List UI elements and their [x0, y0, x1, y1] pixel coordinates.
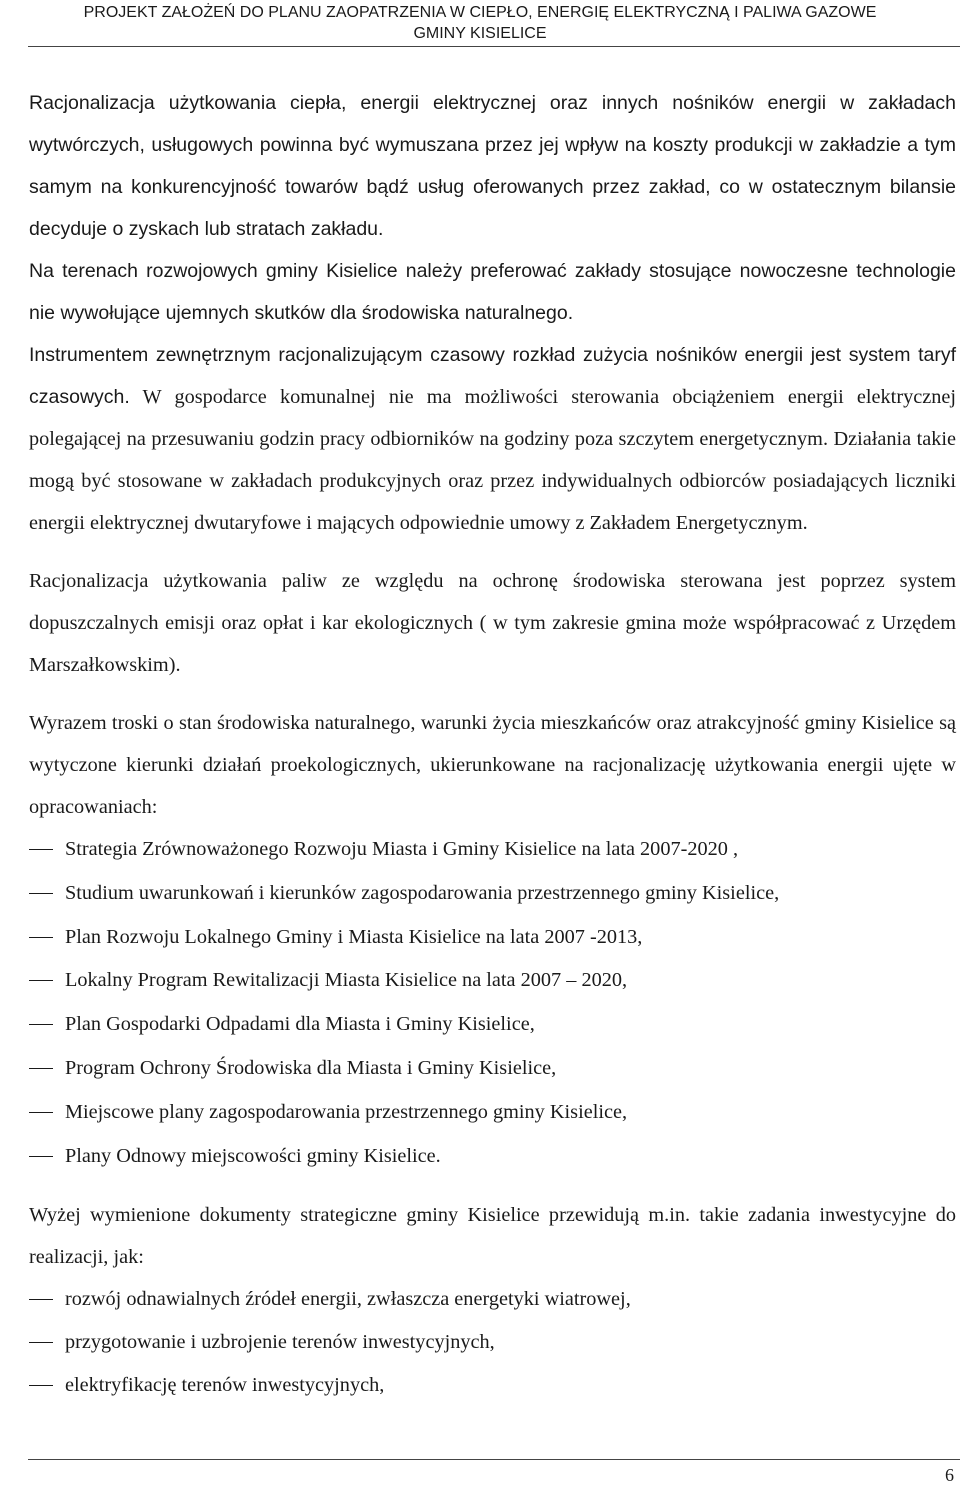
dash-bullet-icon	[29, 893, 53, 894]
list-item-text: Strategia Zrównoważonego Rozwoju Miasta i Gminy Kisielice na lata 2007-2020 ,	[65, 838, 739, 860]
list-item	[29, 1364, 956, 1407]
paragraph-development-areas: Na terenach rozwojowych gminy Kisielice należy preferować zakłady stosujące nowoczesne technologie nie wywołujące ujemnych skutków dla środowiska naturalnego.	[29, 260, 956, 324]
list-item	[29, 1135, 956, 1179]
list-item	[29, 1278, 956, 1321]
list-item-text: Lokalny Program Rewitalizacji Miasta Kisielice na lata 2007 – 2020,	[65, 969, 628, 992]
dash-bullet-icon	[29, 980, 53, 981]
list-item-text: Plany Odnowy miejscowości gminy Kisielice.	[65, 1144, 441, 1167]
list-item-text: Miejscowe plany zagospodarowania przestrzennego gminy Kisielice,	[65, 1100, 628, 1123]
dash-bullet-icon	[29, 1299, 53, 1300]
paragraph-fuels-rationalization: Racjonalizacja użytkowania paliw ze względu na ochronę środowiska sterowana jest poprzez system dopuszczalnych emisji oraz opłat i kar ekologicznych ( w tym zakresie gmina może współpracować z Urzędem Marszałkowskim).	[29, 570, 956, 676]
dash-bullet-icon	[29, 1068, 53, 1069]
documents-list	[29, 828, 956, 1178]
list-item-text: Studium uwarunkowań i kierunków zagospodarowania przestrzennego gminy Kisielice,	[65, 881, 780, 904]
paragraph-time-tariffs-rest: W gospodarce komunalnej nie ma możliwości sterowania obciążeniem energii elektrycznej polegającej na przesuwaniu godzin pracy odbiorników na godziny poza szczytem energetycznym. Działania takie mogą być stosowane w zakładach produkcyjnych oraz przez indywidualnych odbiorców posiadających liczniki energii elektrycznej dwutaryfowe i mających odpowiednie umowy z Zakładem Energetycznym.	[29, 386, 956, 534]
paragraph-gap	[29, 544, 956, 560]
paragraph-environment-care: Wyrazem troski o stan środowiska naturalnego, warunki życia mieszkańców oraz atrakcyjność gminy Kisielice są wytyczone kierunki działań proekologicznych, ukierunkowane na racjonalizację użytkowania energii ujęte w opracowaniach:	[29, 712, 956, 818]
dash-bullet-icon	[29, 937, 53, 938]
paragraph-time-tariffs-intro: Instrumentem zewnętrznym racjonalizującym czasowy rozkład zużycia nośników energii jest system taryf czasowych.	[29, 344, 956, 408]
header-divider	[28, 46, 960, 47]
dash-bullet-icon	[29, 1156, 53, 1157]
list-item-text: Plan Gospodarki Odpadami dla Miasta i Gminy Kisielice,	[65, 1013, 535, 1036]
paragraph-gap	[29, 686, 956, 702]
dash-bullet-icon	[29, 1024, 53, 1025]
list-item	[29, 1091, 956, 1135]
list-item	[29, 872, 956, 916]
list-item	[29, 828, 956, 872]
list-item	[29, 916, 956, 960]
list-item-text: Plan Rozwoju Lokalnego Gminy i Miasta Kisielice na lata 2007 -2013,	[65, 925, 643, 948]
tasks-list	[29, 1278, 956, 1407]
paragraph-rationalization-enterprises: Racjonalizacja użytkowania ciepła, energii elektrycznej oraz innych nośników energii w zakładach wytwórczych, usługowych powinna być wymuszana przez jej wpływ na koszty produkcji w zakładzie a tym samym na konkurencyjność towarów bądź usług oferowanych przez zakład, co w ostatecznym bilansie decyduje o zyskach lub stratach zakładu.	[29, 92, 956, 240]
page-number: 6	[945, 1465, 954, 1485]
list-item-text: rozwój odnawialnych źródeł energii, zwłaszcza energetyki wiatrowej,	[65, 1288, 631, 1311]
dash-bullet-icon	[29, 849, 53, 850]
paragraph-time-tariffs	[29, 334, 956, 544]
list-item-text: przygotowanie i uzbrojenie terenów inwestycyjnych,	[65, 1331, 495, 1354]
dash-bullet-icon	[29, 1385, 53, 1386]
list-item	[29, 1047, 956, 1091]
list-item	[29, 1003, 956, 1047]
dash-bullet-icon	[29, 1342, 53, 1343]
list-item	[29, 959, 956, 1003]
list-item-text: elektryfikację terenów inwestycyjnych,	[65, 1374, 385, 1397]
footer-divider	[28, 1459, 960, 1460]
dash-bullet-icon	[29, 1112, 53, 1113]
header-title: PROJEKT ZAŁOŻEŃ DO PLANU ZAOPATRZENIA W CIEPŁO, ENERGIĘ ELEKTRYCZNĄ I PALIWA GAZOWE	[83, 4, 877, 21]
page-body	[29, 82, 956, 1407]
page-header	[0, 2, 960, 44]
paragraph-gap	[29, 1178, 956, 1194]
paragraph-investment-tasks: Wyżej wymienione dokumenty strategiczne gminy Kisielice przewidują m.in. takie zadania inwestycyjne do realizacji, jak:	[29, 1204, 956, 1269]
header-subtitle: GMINY KISIELICE	[413, 25, 547, 42]
list-item	[29, 1321, 956, 1364]
list-item-text: Program Ochrony Środowiska dla Miasta i Gminy Kisielice,	[65, 1056, 557, 1079]
